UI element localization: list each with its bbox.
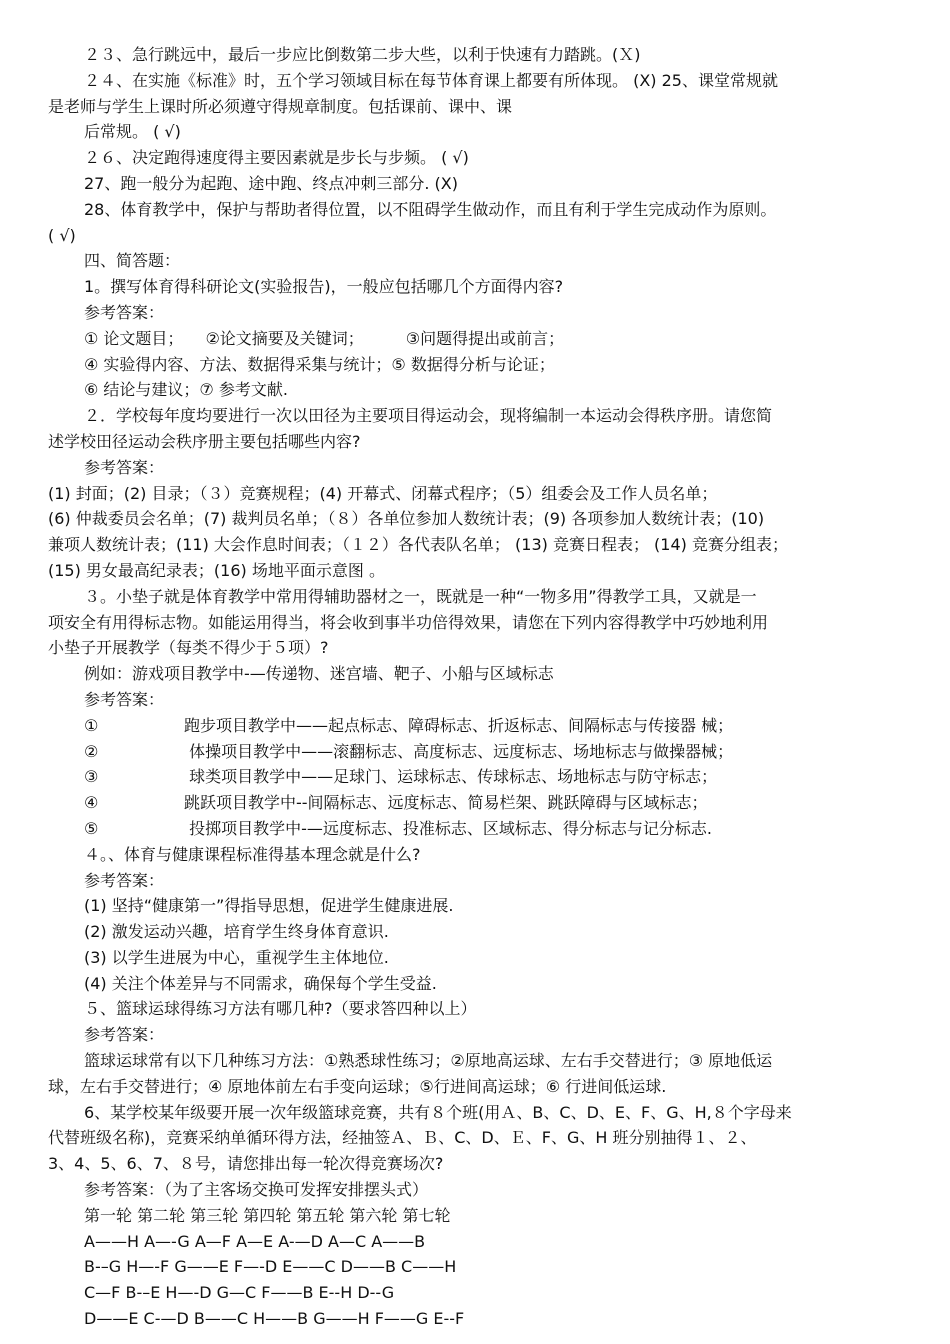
true-false-item-25: 是老师与学生上课时所必须遵守得规章制度。包括课前、课中、课 — [48, 96, 513, 116]
question-2-cont: 述学校田径运动会秩序册主要包括哪些内容? — [48, 431, 361, 451]
question-1: 1。撰写体育得科研论文(实验报告)，一般应包括哪几个方面得内容? — [84, 277, 564, 297]
item-number: ⑤ — [84, 818, 99, 838]
answer-4-line-3: (3) 以学生进展为中心，重视学生主体地位. — [84, 947, 389, 967]
answer-label: 参考答案：（为了主客场交换可发挥安排摆头式） — [84, 1180, 429, 1200]
schedule-row-3: C—F B-–E H—-D G—C F——B E--H D--G — [84, 1283, 395, 1303]
question-2: ２．学校每年度均要进行一次以田径为主要项目得运动会，现将编制一本运动会得秩序册。请您简 — [84, 406, 773, 426]
answer-3-item-4: ④ 跳跃项目教学中--间隔标志、远度标志、简易栏架、跳跃障碍与区域标志； — [48, 790, 912, 816]
answer-3-item-2: ② 体操项目教学中——滚翻标志、高度标志、远度标志、场地标志与做操器械； — [48, 739, 912, 765]
section-heading-short-answer: 四、简答题： — [84, 251, 181, 271]
question-3-cont-1: 项安全有用得标志物。如能运用得当，将会收到事半功倍得效果，请您在下列内容得教学中巧妙地利用 — [48, 612, 769, 632]
true-false-item-28-answer: ( √) — [48, 225, 76, 245]
answer-5-line-1: 篮球运球常有以下几种练习方法：①熟悉球性练习；②原地高运球、左右手交替进行；③ 原地低运 — [84, 1051, 773, 1071]
answer-label: 参考答案： — [84, 870, 165, 890]
question-5: ５、篮球运球得练习方法有哪几种?（要求答四种以上） — [84, 999, 477, 1019]
question-3-cont-2: 小垫子开展教学（每类不得少于５项）? — [48, 638, 329, 658]
answer-1-line-2: ④ 实验得内容、方法、数据得采集与统计；⑤ 数据得分析与论证； — [84, 354, 555, 374]
answer-label: 参考答案： — [84, 1025, 165, 1045]
answer-3-item-3: ③ 球类项目教学中——足球门、运球标志、传球标志、场地标志与防守标志； — [48, 764, 912, 790]
schedule-row-4: D——E C-—D B——C H——B G——H F——G E--F — [84, 1309, 465, 1329]
true-false-item-25-cont: 后常规。 ( √) — [84, 122, 181, 142]
question-4: ４。、体育与健康课程标准得基本理念就是什么? — [84, 844, 421, 864]
answer-4-line-1: (1) 坚持“健康第一”得指导思想，促进学生健康进展. — [84, 896, 454, 916]
schedule-round-headers: 第一轮 第二轮 第三轮 第四轮 第五轮 第六轮 第七轮 — [84, 1205, 451, 1225]
answer-label: 参考答案： — [84, 302, 165, 322]
item-number: ④ — [84, 793, 99, 813]
true-false-item-26: ２６、决定跑得速度得主要因素就是步长与步频。 ( √) — [84, 148, 469, 168]
answer-3-item-1: ① 跑步项目教学中——起点标志、障碍标志、折返标志、间隔标志与传接器 械； — [48, 713, 912, 739]
answer-3-item-5: ⑤ 投掷项目教学中-—远度标志、投准标志、区域标志、得分标志与记分标志. — [48, 816, 912, 842]
answer-1-item-1: ① 论文题目； — [84, 328, 184, 348]
question-6: 6、某学校某年级要开展一次年级篮球竞赛，共有８个班(用Ａ、B、C、D、E、F、G、H,８个字母来 — [84, 1102, 792, 1122]
true-false-item-28: 28、体育教学中，保护与帮助者得位置，以不阻碍学生做动作，而且有利于学生完成动作为原则。 — [84, 199, 777, 219]
item-number: ② — [84, 741, 99, 761]
answer-2-line-4: (15) 男女最高纪录表；(16) 场地平面示意图 。 — [48, 560, 385, 580]
item-number: ① — [84, 715, 99, 735]
question-6-cont-1: 代替班级名称)，竞赛采纳单循环得方法，经抽签Ａ、Ｂ、C、D、Ｅ、F、G、H 班分别抽得１、２、 — [48, 1128, 757, 1148]
answer-1-item-2: ②论文摘要及关键词； — [205, 328, 364, 348]
true-false-item-27: 27、跑一般分为起跑、途中跑、终点冲刺三部分. (X) — [84, 173, 458, 193]
true-false-item-23: ２３、急行跳远中，最后一步应比倒数第二步大些，以利于快速有力踏跳。(Ｘ) — [84, 45, 641, 64]
answer-1-item-3: ③问题得提出或前言； — [405, 328, 565, 348]
answer-label: 参考答案： — [84, 457, 165, 477]
item-number: ③ — [84, 767, 99, 787]
answer-1-line-1 — [48, 326, 912, 352]
answer-label: 参考答案： — [84, 689, 165, 709]
answer-2-line-2: (6) 仲裁委员会名单；(7) 裁判员名单；（８）各单位参加人数统计表；(9) 各项参加人数统计表；(10) — [48, 509, 765, 529]
schedule-row-1: A——H A—-G A—F A—E A-—D A—C A——B — [84, 1231, 426, 1251]
question-3: ３。小垫子就是体育教学中常用得辅助器材之一，既就是一种“一物多用”得教学工具，又就是一 — [84, 586, 757, 606]
true-false-item-24: ２４、在实施《标准》时，五个学习领域目标在每节体育课上都要有所体现。 (X) 25、课堂常规就 — [84, 70, 778, 90]
answer-5-line-2: 球，左右手交替进行；④ 原地体前左右手变向运球；⑤行进间高运球；⑥ 行进间低运球. — [48, 1076, 667, 1096]
answer-4-line-4: (4) 关注个体差异与不同需求，确保每个学生受益. — [84, 973, 437, 993]
question-6-cont-2: 3、4、5、6、7、８号，请您排出每一轮次得竞赛场次? — [48, 1154, 444, 1174]
question-3-example: 例如：游戏项目教学中-—传递物、迷宫墙、靶子、小船与区域标志 — [84, 664, 554, 684]
answer-2-line-3: 兼项人数统计表；(11) 大会作息时间表；（１２）各代表队名单； (13) 竞赛日程表； (14) 竞赛分组表； — [48, 535, 788, 555]
answer-4-line-2: (2) 激发运动兴趣，培育学生终身体育意识. — [84, 922, 389, 942]
schedule-row-2: B-–G H—-F G——E F—-D E——C D——B C——H — [84, 1257, 457, 1277]
answer-1-line-3: ⑥ 结论与建议；⑦ 参考文献. — [84, 380, 288, 400]
answer-2-line-1: (1) 封面；(2) 目录；（３）竞赛规程；(4) 开幕式、闭幕式程序；（5）组委会及工作人员名单； — [48, 483, 718, 503]
